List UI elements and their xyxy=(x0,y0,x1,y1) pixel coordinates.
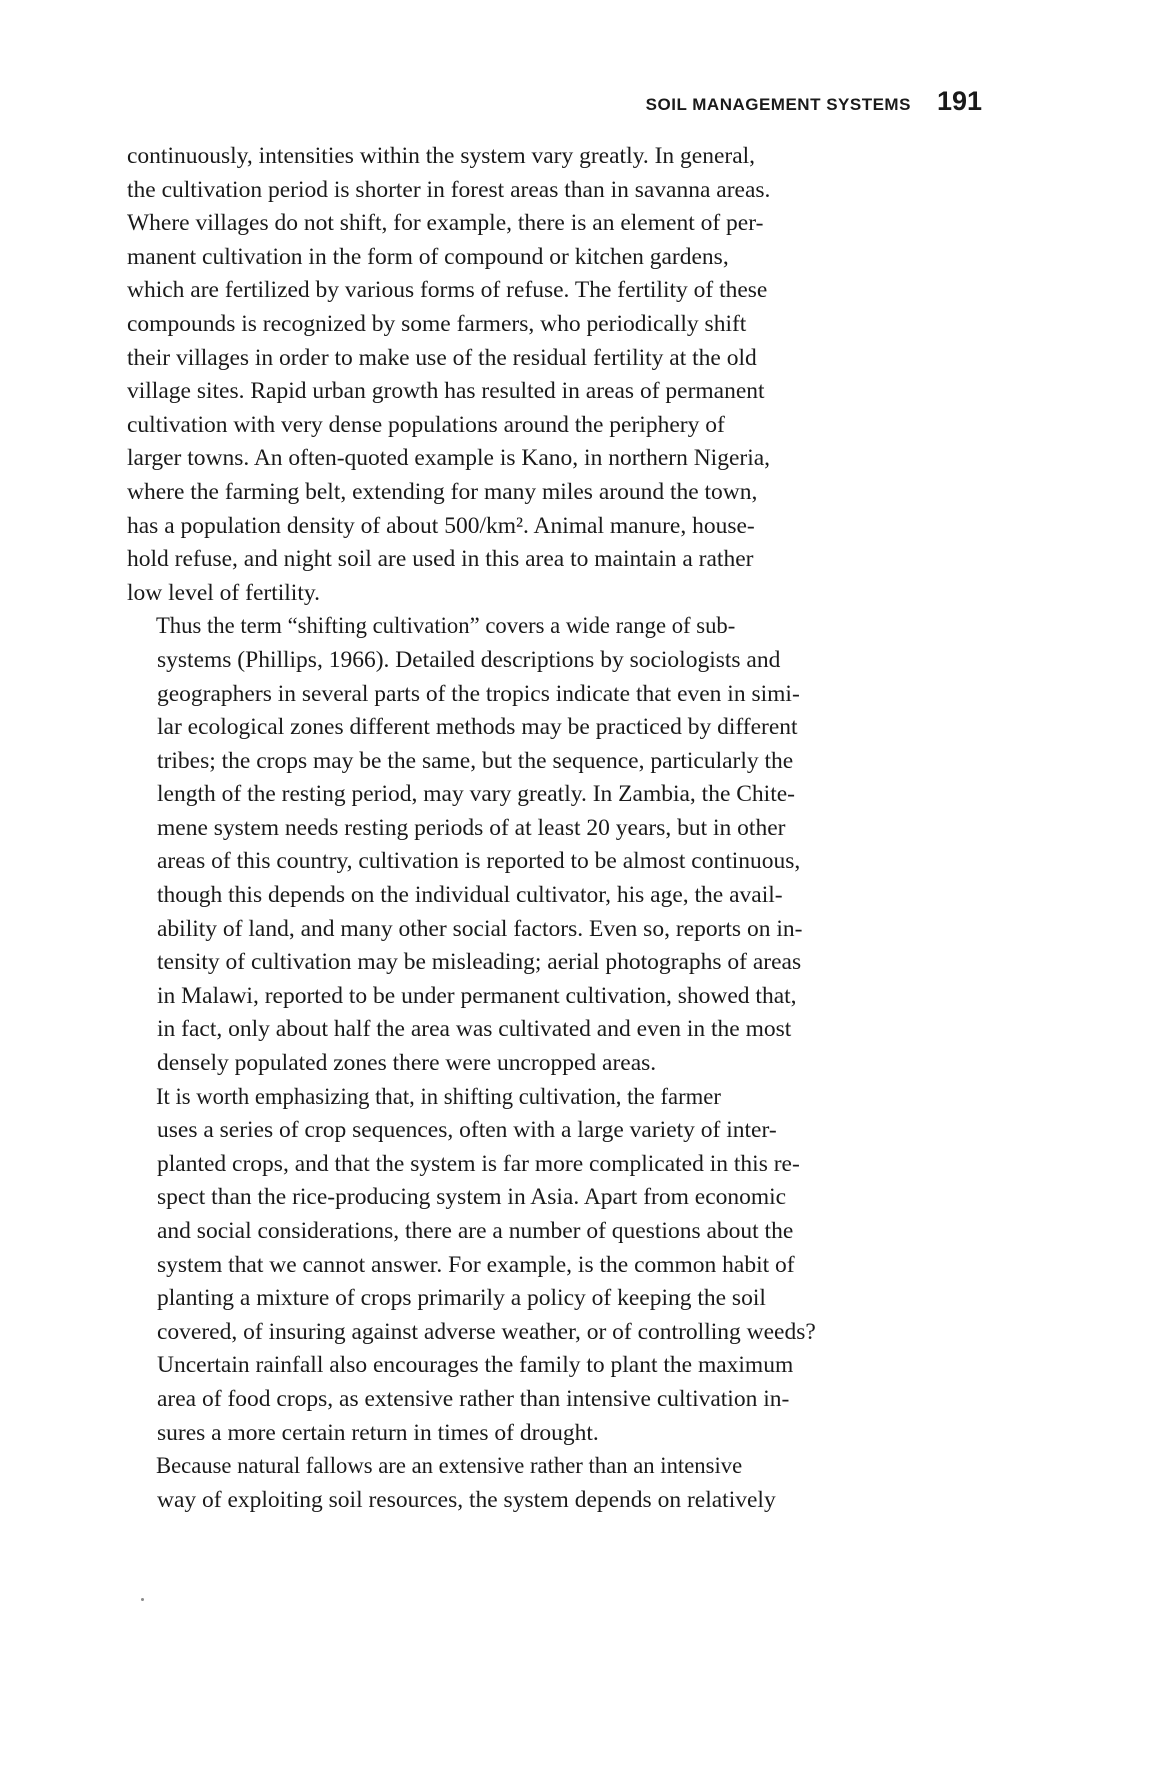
paragraph-1 xyxy=(127,140,983,610)
body-text xyxy=(127,140,983,1517)
running-head xyxy=(646,86,982,117)
text-line: Because natural fallows are an extensive rather than an intensive xyxy=(155,1453,743,1480)
text-line: Where villages do not shift, for example, there is an element of per- xyxy=(127,210,764,237)
text-line: area of food crops, as extensive rather than intensive cultivation in- xyxy=(157,1385,790,1412)
text-line: larger towns. An often-quoted example is Kano, in northern Nigeria, xyxy=(127,445,771,472)
paragraph-2 xyxy=(127,610,983,1080)
text-line: hold refuse, and night soil are used in this area to maintain a rather xyxy=(127,546,754,573)
text-line: system that we cannot answer. For example, is the common habit of xyxy=(157,1251,795,1278)
text-line: though this depends on the individual cultivator, his age, the avail- xyxy=(157,882,783,909)
text-line: tensity of cultivation may be misleading; aerial photographs of areas xyxy=(157,949,802,976)
text-line: village sites. Rapid urban growth has resulted in areas of permanent xyxy=(127,378,765,405)
text-line: has a population density of about 500/km². Animal manure, house- xyxy=(127,512,755,539)
text-line: geographers in several parts of the tropics indicate that even in simi- xyxy=(157,680,800,707)
text-line: mene system needs resting periods of at least 20 years, but in other xyxy=(157,814,786,841)
page-number: 191 xyxy=(936,86,982,116)
text-line: in fact, only about half the area was cultivated and even in the most xyxy=(157,1016,792,1043)
text-line: It is worth emphasizing that, in shifting cultivation, the farmer xyxy=(155,1083,721,1110)
text-line: their villages in order to make use of the residual fertility at the old xyxy=(127,344,757,371)
text-line: cultivation with very dense populations around the periphery of xyxy=(127,411,725,438)
text-line: areas of this country, cultivation is reported to be almost continuous, xyxy=(157,848,801,875)
text-line: way of exploiting soil resources, the system depends on relatively xyxy=(157,1486,776,1513)
text-line: uses a series of crop sequences, often with a large variety of inter- xyxy=(157,1117,777,1144)
text-line: planted crops, and that the system is far more complicated in this re- xyxy=(157,1150,800,1177)
text-line: lar ecological zones different methods may be practiced by different xyxy=(157,714,798,741)
text-line: length of the resting period, may vary greatly. In Zambia, the Chite- xyxy=(157,781,795,808)
text-line: planting a mixture of crops primarily a policy of keeping the soil xyxy=(157,1285,766,1312)
text-line: ability of land, and many other social factors. Even so, reports on in- xyxy=(157,915,803,942)
text-line: densely populated zones there were uncropped areas. xyxy=(157,1050,657,1077)
text-line: the cultivation period is shorter in forest areas than in savanna areas. xyxy=(127,176,771,203)
text-line: which are fertilized by various forms of refuse. The fertility of these xyxy=(127,277,768,304)
scan-speck xyxy=(141,1598,144,1601)
text-line: covered, of insuring against adverse weather, or of controlling weeds? xyxy=(157,1318,816,1345)
text-line: low level of fertility. xyxy=(127,579,320,606)
text-line: manent cultivation in the form of compound or kitchen gardens, xyxy=(127,243,729,270)
running-title: SOIL MANAGEMENT SYSTEMS xyxy=(645,95,911,114)
text-line: Thus the term “shifting cultivation” covers a wide range of sub- xyxy=(155,613,736,640)
text-line: Uncertain rainfall also encourages the family to plant the maximum xyxy=(157,1352,794,1379)
text-line: systems (Phillips, 1966). Detailed descriptions by sociologists and xyxy=(157,646,781,673)
text-line: where the farming belt, extending for many miles around the town, xyxy=(127,478,758,505)
text-line: in Malawi, reported to be under permanent cultivation, showed that, xyxy=(157,982,797,1009)
text-line: spect than the rice-producing system in Asia. Apart from economic xyxy=(157,1184,787,1211)
paragraph-4 xyxy=(127,1450,983,1517)
text-line: tribes; the crops may be the same, but the sequence, particularly the xyxy=(157,747,794,774)
text-line: continuously, intensities within the system vary greatly. In general, xyxy=(127,143,756,169)
text-line: and social considerations, there are a number of questions about the xyxy=(157,1218,794,1244)
paragraph-3 xyxy=(127,1081,983,1451)
text-line: sures a more certain return in times of drought. xyxy=(157,1419,599,1446)
text-line: compounds is recognized by some farmers, who periodically shift xyxy=(127,310,747,337)
